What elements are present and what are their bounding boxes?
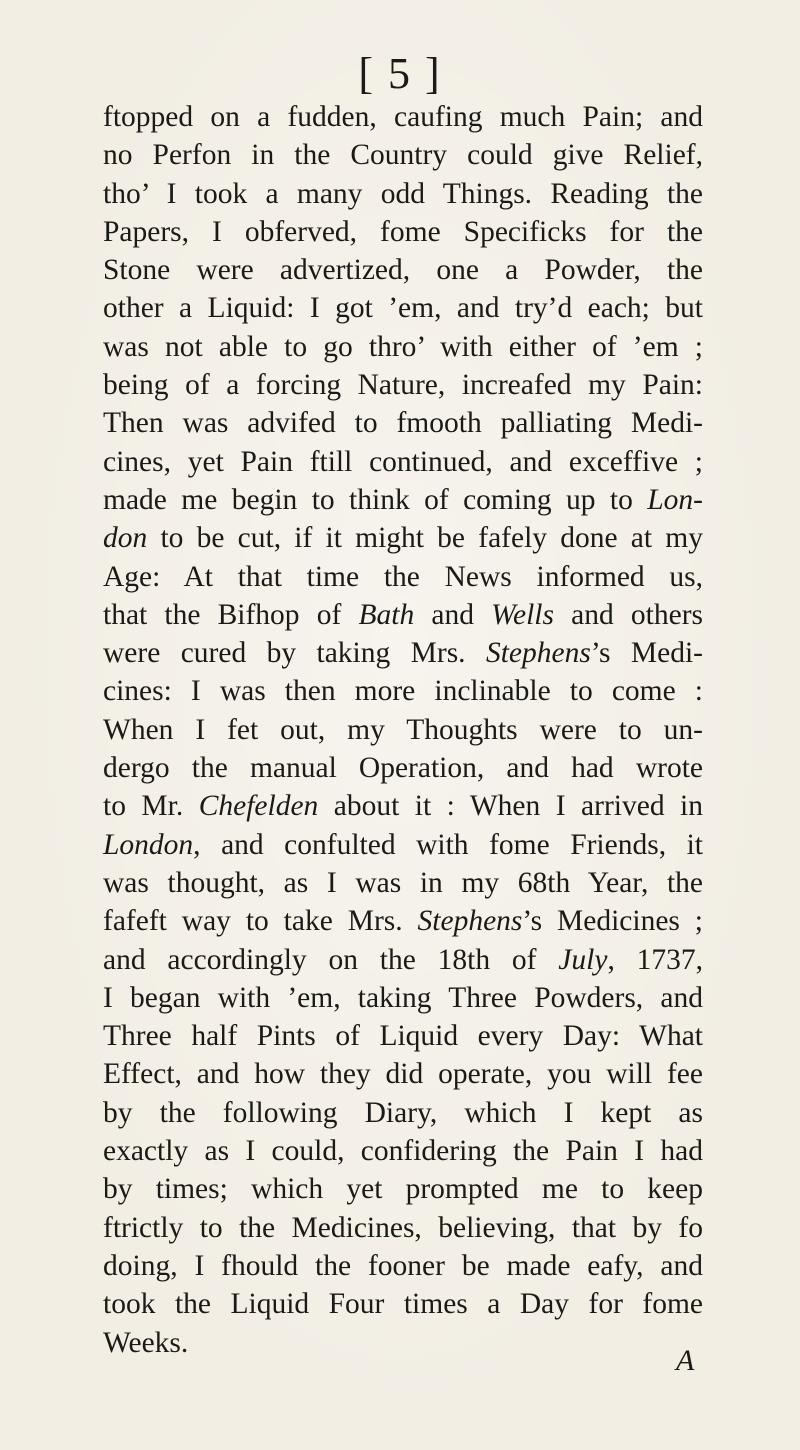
text-segment: were cured by taking Mrs. bbox=[103, 637, 486, 670]
text-segment: Effect, and how they did operate, you will fee bbox=[103, 1058, 703, 1091]
text-line bbox=[103, 481, 703, 519]
text-line bbox=[103, 175, 703, 213]
text-line bbox=[103, 979, 703, 1017]
text-segment: being of a forcing Nature, increafed my Pain: bbox=[103, 369, 703, 402]
text-line bbox=[103, 136, 703, 174]
italic-text: don bbox=[103, 522, 148, 555]
text-segment: fafeft way to take Mrs. bbox=[103, 905, 418, 938]
text-line bbox=[103, 98, 703, 136]
text-line bbox=[103, 328, 703, 366]
text-line bbox=[103, 672, 703, 710]
text-segment: took the Liquid Four times a Day for fome bbox=[103, 1288, 703, 1321]
text-line bbox=[103, 1324, 703, 1362]
text-segment: other a Liquid: I got ’em, and try’d each; but bbox=[103, 292, 703, 325]
italic-text: Wells bbox=[491, 598, 554, 631]
text-segment: cines: I was then more inclinable to come : bbox=[103, 675, 703, 708]
text-segment: by times; which yet prompted me to keep bbox=[103, 1173, 703, 1206]
text-segment: , 1737, bbox=[607, 943, 704, 976]
text-line bbox=[103, 902, 703, 940]
italic-text: Bath bbox=[358, 598, 415, 631]
italic-text: July bbox=[558, 943, 608, 976]
text-segment: ’s Medicines ; bbox=[522, 905, 703, 938]
text-line bbox=[103, 1017, 703, 1055]
italic-text: Chefelden bbox=[198, 790, 319, 823]
text-segment: Then was advifed to fmooth palliating Medi- bbox=[103, 407, 703, 440]
page-number: [ 5 ] bbox=[358, 49, 442, 98]
text-segment: by the following Diary, which I kept as bbox=[103, 1096, 703, 1129]
text-line bbox=[103, 1132, 703, 1170]
italic-text: Stephens bbox=[417, 905, 523, 938]
text-segment: cines, yet Pain ftill continued, and exceffive ; bbox=[103, 445, 703, 478]
text-segment: dergo the manual Operation, and had wrote bbox=[103, 752, 703, 785]
text-line bbox=[103, 711, 703, 749]
text-line bbox=[103, 519, 703, 557]
italic-text: Lon- bbox=[647, 483, 703, 516]
text-segment: no Perfon in the Country could give Relief, bbox=[103, 139, 703, 172]
text-segment: ftrictly to the Medicines, believing, that by fo bbox=[103, 1211, 703, 1244]
text-segment: and accordingly on the 18th of bbox=[103, 943, 559, 976]
text-segment: When I fet out, my Thoughts were to un- bbox=[103, 713, 703, 746]
text-segment: about it : When I arrived in bbox=[318, 790, 703, 823]
text-segment: I began with ’em, taking Three Powders, and bbox=[103, 981, 703, 1014]
text-line bbox=[103, 558, 703, 596]
text-segment: Age: At that time the News informed us, bbox=[103, 560, 703, 593]
text-line bbox=[103, 443, 703, 481]
text-segment: Papers, I obferved, fome Specificks for the bbox=[103, 215, 703, 248]
text-line bbox=[103, 366, 703, 404]
italic-text: Stephens bbox=[485, 637, 591, 670]
text-line bbox=[103, 213, 703, 251]
text-segment: to be cut, if it might be fafely done at my bbox=[147, 522, 703, 555]
text-line bbox=[103, 634, 703, 672]
text-segment: made me begin to think of coming up to bbox=[103, 483, 648, 516]
text-line bbox=[103, 1170, 703, 1208]
text-line bbox=[103, 787, 703, 825]
text-segment: that the Bifhop of bbox=[103, 598, 359, 631]
text-segment: , and confulted with fome Friends, it bbox=[193, 828, 703, 861]
text-line bbox=[103, 1209, 703, 1247]
text-segment: to Mr. bbox=[103, 790, 199, 823]
text-segment: doing, I fhould the fooner be made eafy, and bbox=[103, 1249, 703, 1282]
body-text bbox=[103, 98, 703, 1362]
text-line bbox=[103, 251, 703, 289]
text-segment: was not able to go thro’ with either of ’em ; bbox=[103, 330, 703, 363]
text-line bbox=[103, 1055, 703, 1093]
text-segment: Weeks. bbox=[103, 1326, 189, 1359]
text-segment: tho’ I took a many odd Things. Reading the bbox=[103, 177, 703, 210]
catchword: A bbox=[676, 1344, 695, 1377]
text-line bbox=[103, 1285, 703, 1323]
text-line bbox=[103, 404, 703, 442]
text-line bbox=[103, 864, 703, 902]
text-segment: exactly as I could, confidering the Pain I had bbox=[103, 1135, 703, 1168]
text-segment: and others bbox=[553, 598, 704, 631]
text-segment: Stone were advertized, one a Powder, the bbox=[103, 254, 703, 287]
text-line bbox=[103, 941, 703, 979]
text-segment: and bbox=[414, 598, 492, 631]
text-line bbox=[103, 1247, 703, 1285]
text-segment: was thought, as I was in my 68th Year, the bbox=[103, 866, 703, 899]
text-line bbox=[103, 1094, 703, 1132]
text-line bbox=[103, 289, 703, 327]
text-segment: ’s Medi- bbox=[590, 637, 703, 670]
text-segment: ftopped on a fudden, caufing much Pain; and bbox=[103, 101, 703, 133]
text-line bbox=[103, 596, 703, 634]
text-line bbox=[103, 826, 703, 864]
text-segment: Three half Pints of Liquid every Day: What bbox=[103, 1020, 703, 1053]
italic-text: London bbox=[103, 828, 194, 861]
text-line bbox=[103, 749, 703, 787]
